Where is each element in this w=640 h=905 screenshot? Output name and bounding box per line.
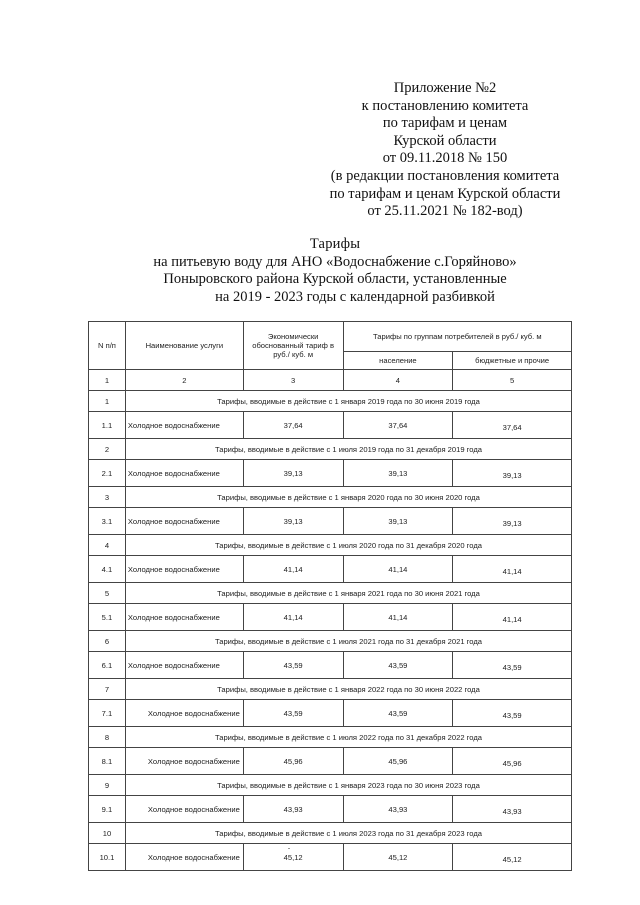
period-title: Тарифы, вводимые в действие с 1 января 2021 года по 30 июня 2021 года	[125, 583, 571, 604]
period-row	[89, 439, 572, 460]
population-tariff: 45,12	[343, 844, 453, 871]
appendix-line: от 25.11.2021 № 182-вод)	[367, 203, 523, 220]
service-name: Холодное водоснабжение	[125, 460, 243, 487]
population-tariff: 39,13	[343, 460, 453, 487]
period-number: 9	[89, 775, 126, 796]
title-line: на 2019 - 2023 годы с календарной разбивкой	[215, 288, 495, 305]
budget-tariff: 39,13	[453, 508, 572, 535]
budget-tariff: 45,96	[453, 748, 572, 775]
period-row	[89, 583, 572, 604]
period-title: Тарифы, вводимые в действие с 1 июля 2023 года по 31 декабря 2023 года	[125, 823, 571, 844]
service-name: Холодное водоснабжение	[125, 508, 243, 535]
scan-speck	[288, 848, 290, 849]
appendix-header	[300, 80, 590, 221]
population-tariff: 43,59	[343, 700, 453, 727]
period-row	[89, 679, 572, 700]
header-groups: Тарифы по группам потребителей в руб./ куб. м	[343, 322, 571, 352]
column-number: 4	[343, 370, 453, 391]
table-row	[89, 652, 572, 679]
period-number: 1	[89, 391, 126, 412]
period-number: 4	[89, 535, 126, 556]
budget-tariff: 45,12	[453, 844, 572, 871]
period-row	[89, 631, 572, 652]
table-row	[89, 700, 572, 727]
period-row	[89, 727, 572, 748]
header-service: Наименование услуги	[125, 322, 243, 370]
population-tariff: 41,14	[343, 556, 453, 583]
header-econ: Экономически обоснованный тариф в руб./ куб. м	[243, 322, 343, 370]
period-number: 10	[89, 823, 126, 844]
row-number: 10.1	[89, 844, 126, 871]
table-row	[89, 460, 572, 487]
econ-tariff: 37,64	[243, 412, 343, 439]
period-number: 3	[89, 487, 126, 508]
tariff-table	[88, 321, 572, 871]
econ-tariff: 43,59	[243, 652, 343, 679]
service-name: Холодное водоснабжение	[125, 700, 243, 727]
period-title: Тарифы, вводимые в действие с 1 июля 2022 года по 31 декабря 2022 года	[125, 727, 571, 748]
appendix-line: Приложение №2	[393, 80, 497, 96]
appendix-line: (в редакции постановления комитета	[330, 167, 560, 184]
period-row	[89, 391, 572, 412]
period-row	[89, 823, 572, 844]
document-title	[100, 236, 570, 306]
header-num: N п/п	[89, 322, 126, 370]
column-number: 1	[89, 370, 126, 391]
row-number: 3.1	[89, 508, 126, 535]
period-title: Тарифы, вводимые в действие с 1 января 2023 года по 30 июня 2023 года	[125, 775, 571, 796]
econ-tariff: 39,13	[243, 508, 343, 535]
budget-tariff: 41,14	[453, 556, 572, 583]
period-number: 2	[89, 439, 126, 460]
row-number: 4.1	[89, 556, 126, 583]
population-tariff: 45,96	[343, 748, 453, 775]
period-title: Тарифы, вводимые в действие с 1 июля 2021 года по 31 декабря 2021 года	[125, 631, 571, 652]
period-title: Тарифы, вводимые в действие с 1 июля 2019 года по 31 декабря 2019 года	[125, 439, 571, 460]
population-tariff: 41,14	[343, 604, 453, 631]
period-number: 5	[89, 583, 126, 604]
column-number: 3	[243, 370, 343, 391]
service-name: Холодное водоснабжение	[125, 604, 243, 631]
appendix-line: к постановлению комитета	[361, 97, 529, 114]
service-name: Холодное водоснабжение	[125, 748, 243, 775]
appendix-line: по тарифам и ценам	[382, 115, 508, 132]
row-number: 1.1	[89, 412, 126, 439]
column-number: 2	[125, 370, 243, 391]
row-number: 5.1	[89, 604, 126, 631]
row-number: 2.1	[89, 460, 126, 487]
budget-tariff: 43,59	[453, 652, 572, 679]
period-row	[89, 487, 572, 508]
budget-tariff: 41,14	[453, 604, 572, 631]
table-row	[89, 748, 572, 775]
table-row	[89, 796, 572, 823]
title-line: Поныровского района Курской области, установленные	[163, 271, 507, 288]
econ-tariff: 45,96	[243, 748, 343, 775]
table-row	[89, 556, 572, 583]
econ-tariff: 41,14	[243, 556, 343, 583]
period-number: 6	[89, 631, 126, 652]
header-population: население	[343, 352, 453, 370]
period-row	[89, 535, 572, 556]
population-tariff: 39,13	[343, 508, 453, 535]
population-tariff: 43,59	[343, 652, 453, 679]
appendix-line: по тарифам и ценам Курской области	[329, 185, 561, 202]
econ-tariff: 43,59	[243, 700, 343, 727]
title-heading: Тарифы	[309, 236, 361, 252]
econ-tariff: 43,93	[243, 796, 343, 823]
appendix-line: от 09.11.2018 № 150	[382, 150, 508, 167]
service-name: Холодное водоснабжение	[125, 844, 243, 871]
service-name: Холодное водоснабжение	[125, 412, 243, 439]
population-tariff: 43,93	[343, 796, 453, 823]
period-title: Тарифы, вводимые в действие с 1 июля 2020 года по 31 декабря 2020 года	[125, 535, 571, 556]
service-name: Холодное водоснабжение	[125, 652, 243, 679]
budget-tariff: 43,93	[453, 796, 572, 823]
table-row	[89, 508, 572, 535]
budget-tariff: 43,59	[453, 700, 572, 727]
table-row	[89, 412, 572, 439]
row-number: 6.1	[89, 652, 126, 679]
budget-tariff: 37,64	[453, 412, 572, 439]
title-line: на питьевую воду для АНО «Водоснабжение с.Горяйново»	[153, 253, 517, 270]
service-name: Холодное водоснабжение	[125, 556, 243, 583]
period-number: 7	[89, 679, 126, 700]
period-number: 8	[89, 727, 126, 748]
econ-tariff: 41,14	[243, 604, 343, 631]
row-number: 7.1	[89, 700, 126, 727]
appendix-line: Курской области	[393, 132, 497, 149]
econ-tariff: 39,13	[243, 460, 343, 487]
table-row	[89, 604, 572, 631]
row-number: 8.1	[89, 748, 126, 775]
service-name: Холодное водоснабжение	[125, 796, 243, 823]
row-number: 9.1	[89, 796, 126, 823]
population-tariff: 37,64	[343, 412, 453, 439]
column-number: 5	[453, 370, 572, 391]
period-title: Тарифы, вводимые в действие с 1 января 2022 года по 30 июня 2022 года	[125, 679, 571, 700]
header-row	[89, 322, 572, 352]
period-title: Тарифы, вводимые в действие с 1 января 2020 года по 30 июня 2020 года	[125, 487, 571, 508]
column-number-row	[89, 370, 572, 391]
budget-tariff: 39,13	[453, 460, 572, 487]
econ-tariff: 45,12	[243, 844, 343, 871]
table-row	[89, 844, 572, 871]
header-budget: бюджетные и прочие	[453, 352, 572, 370]
period-title: Тарифы, вводимые в действие с 1 января 2019 года по 30 июня 2019 года	[125, 391, 571, 412]
period-row	[89, 775, 572, 796]
